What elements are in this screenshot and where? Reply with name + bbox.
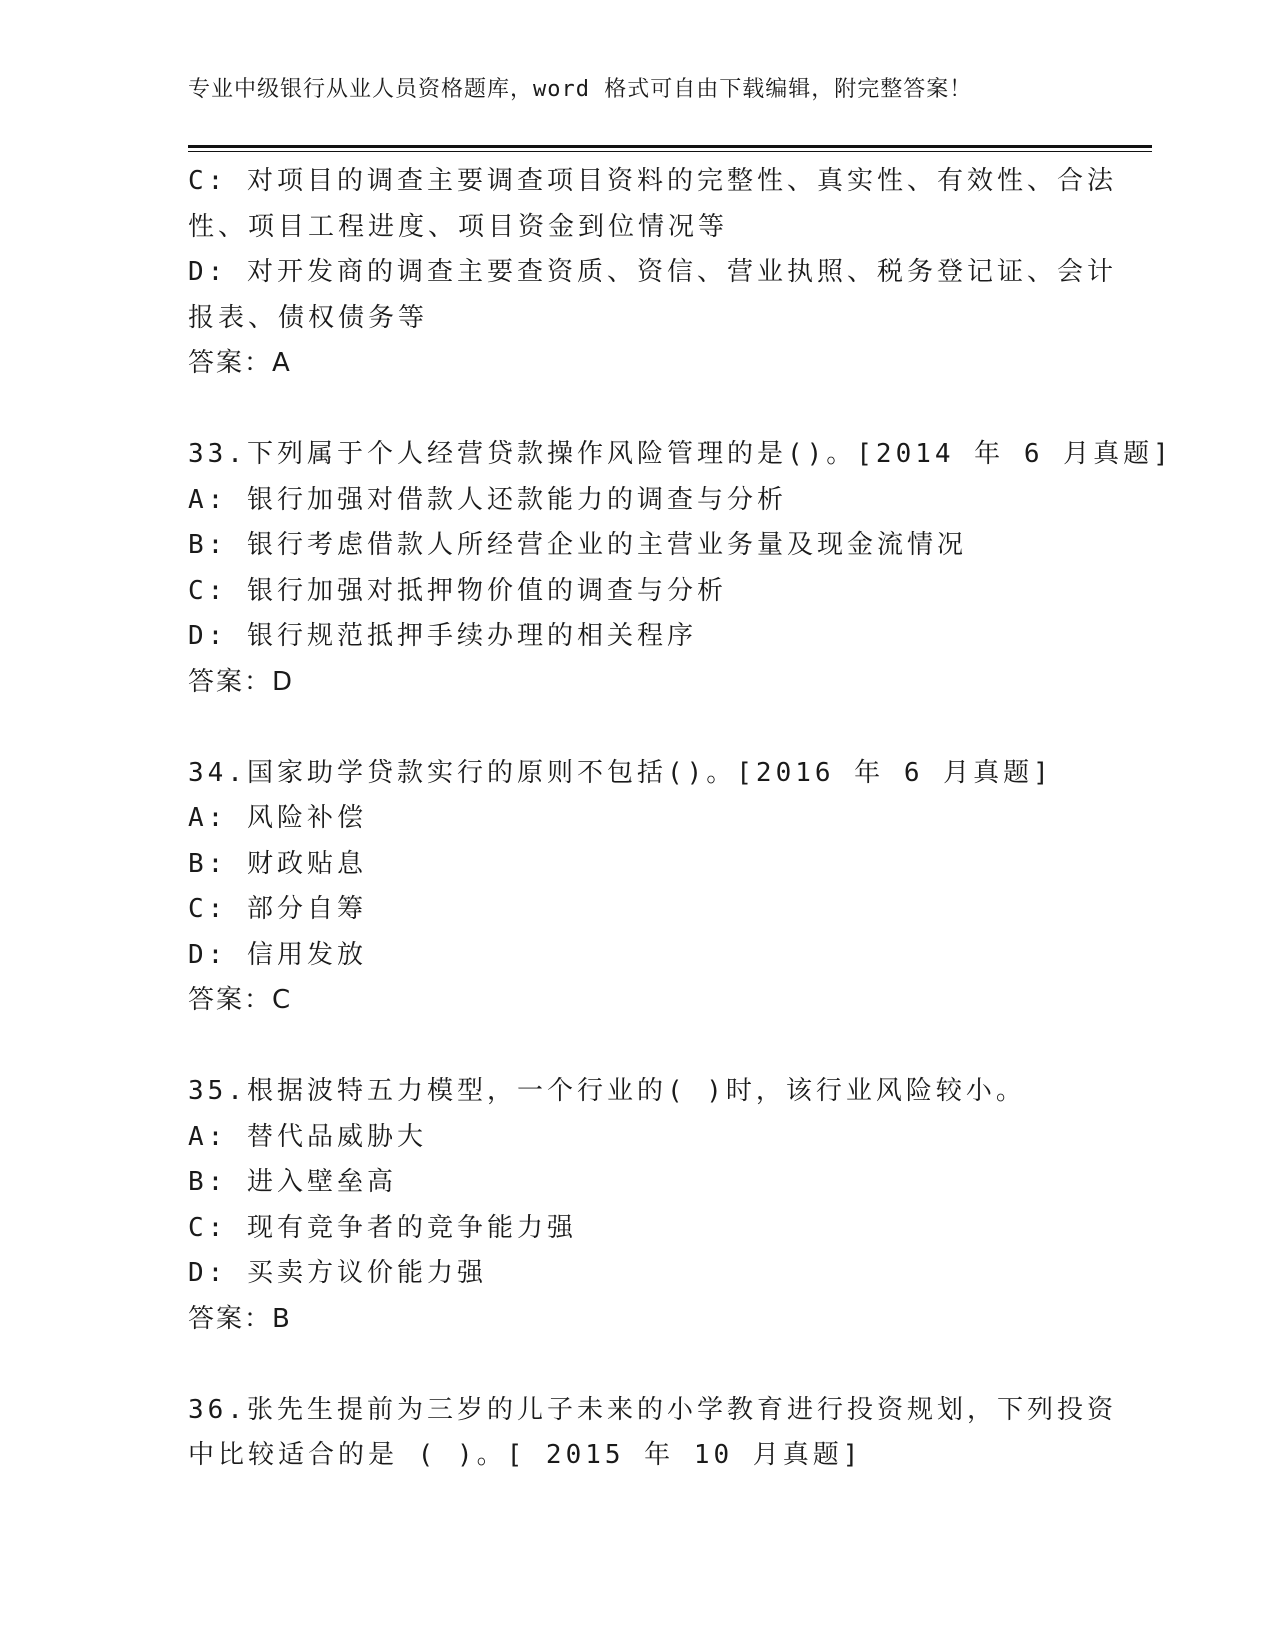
answer: 答案：D — [188, 666, 295, 697]
spacer — [188, 1342, 1088, 1388]
question-35 — [188, 1069, 1088, 1342]
header-rule — [188, 145, 1152, 152]
option-d: D: 信用发放 — [188, 939, 367, 970]
question-34 — [188, 751, 1088, 1024]
spacer — [188, 1024, 1088, 1070]
page-header: 专业中级银行从业人员资格题库，word 格式可自由下载编辑，附完整答案！ — [188, 77, 973, 102]
option-d-line-1: D: 对开发商的调查主要查资质、资信、营业执照、税务登记证、会计 — [188, 257, 1117, 287]
option-c: C: 部分自筹 — [188, 894, 367, 924]
option-b: B: 进入壁垒高 — [188, 1167, 397, 1197]
answer: 答案：B — [188, 1303, 292, 1334]
question-33 — [188, 432, 1173, 705]
option-a: A: 替代品威胁大 — [188, 1121, 427, 1152]
question-content — [188, 159, 1173, 1479]
option-a: A: 银行加强对借款人还款能力的调查与分析 — [188, 484, 787, 515]
question-36 — [188, 1388, 1117, 1479]
question-32-tail — [188, 159, 1117, 387]
question-stem-line-1: 36.张先生提前为三岁的儿子未来的小学教育进行投资规划，下列投资 — [188, 1394, 1117, 1425]
option-c-line-1: C: 对项目的调查主要调查项目资料的完整性、真实性、有效性、合法 — [188, 166, 1117, 196]
spacer — [188, 705, 1088, 751]
option-d: D: 买卖方议价能力强 — [188, 1258, 487, 1288]
question-stem: 35.根据波特五力模型，一个行业的( )时，该行业风险较小。 — [188, 1076, 1026, 1106]
spacer — [188, 387, 1088, 433]
option-b: B: 银行考虑借款人所经营企业的主营业务量及现金流情况 — [188, 530, 967, 560]
question-stem: 34.国家助学贷款实行的原则不包括()。[2016 年 6 月真题] — [188, 757, 1053, 788]
option-c: C: 银行加强对抵押物价值的调查与分析 — [188, 575, 727, 606]
option-d: D: 银行规范抵押手续办理的相关程序 — [188, 621, 697, 651]
question-stem-line-2: 中比较适合的是 ( )。[ 2015 年 10 月真题] — [188, 1440, 863, 1470]
option-a: A: 风险补偿 — [188, 803, 367, 833]
option-b: B: 财政贴息 — [188, 848, 367, 879]
answer: 答案：A — [188, 348, 292, 378]
option-d-line-2: 报表、债权债务等 — [188, 302, 429, 333]
option-c-line-2: 性、项目工程进度、项目资金到位情况等 — [188, 211, 729, 242]
question-stem: 33.下列属于个人经营贷款操作风险管理的是()。[2014 年 6 月真题] — [188, 439, 1173, 469]
option-c: C: 现有竞争者的竞争能力强 — [188, 1212, 577, 1243]
answer: 答案：C — [188, 985, 293, 1015]
